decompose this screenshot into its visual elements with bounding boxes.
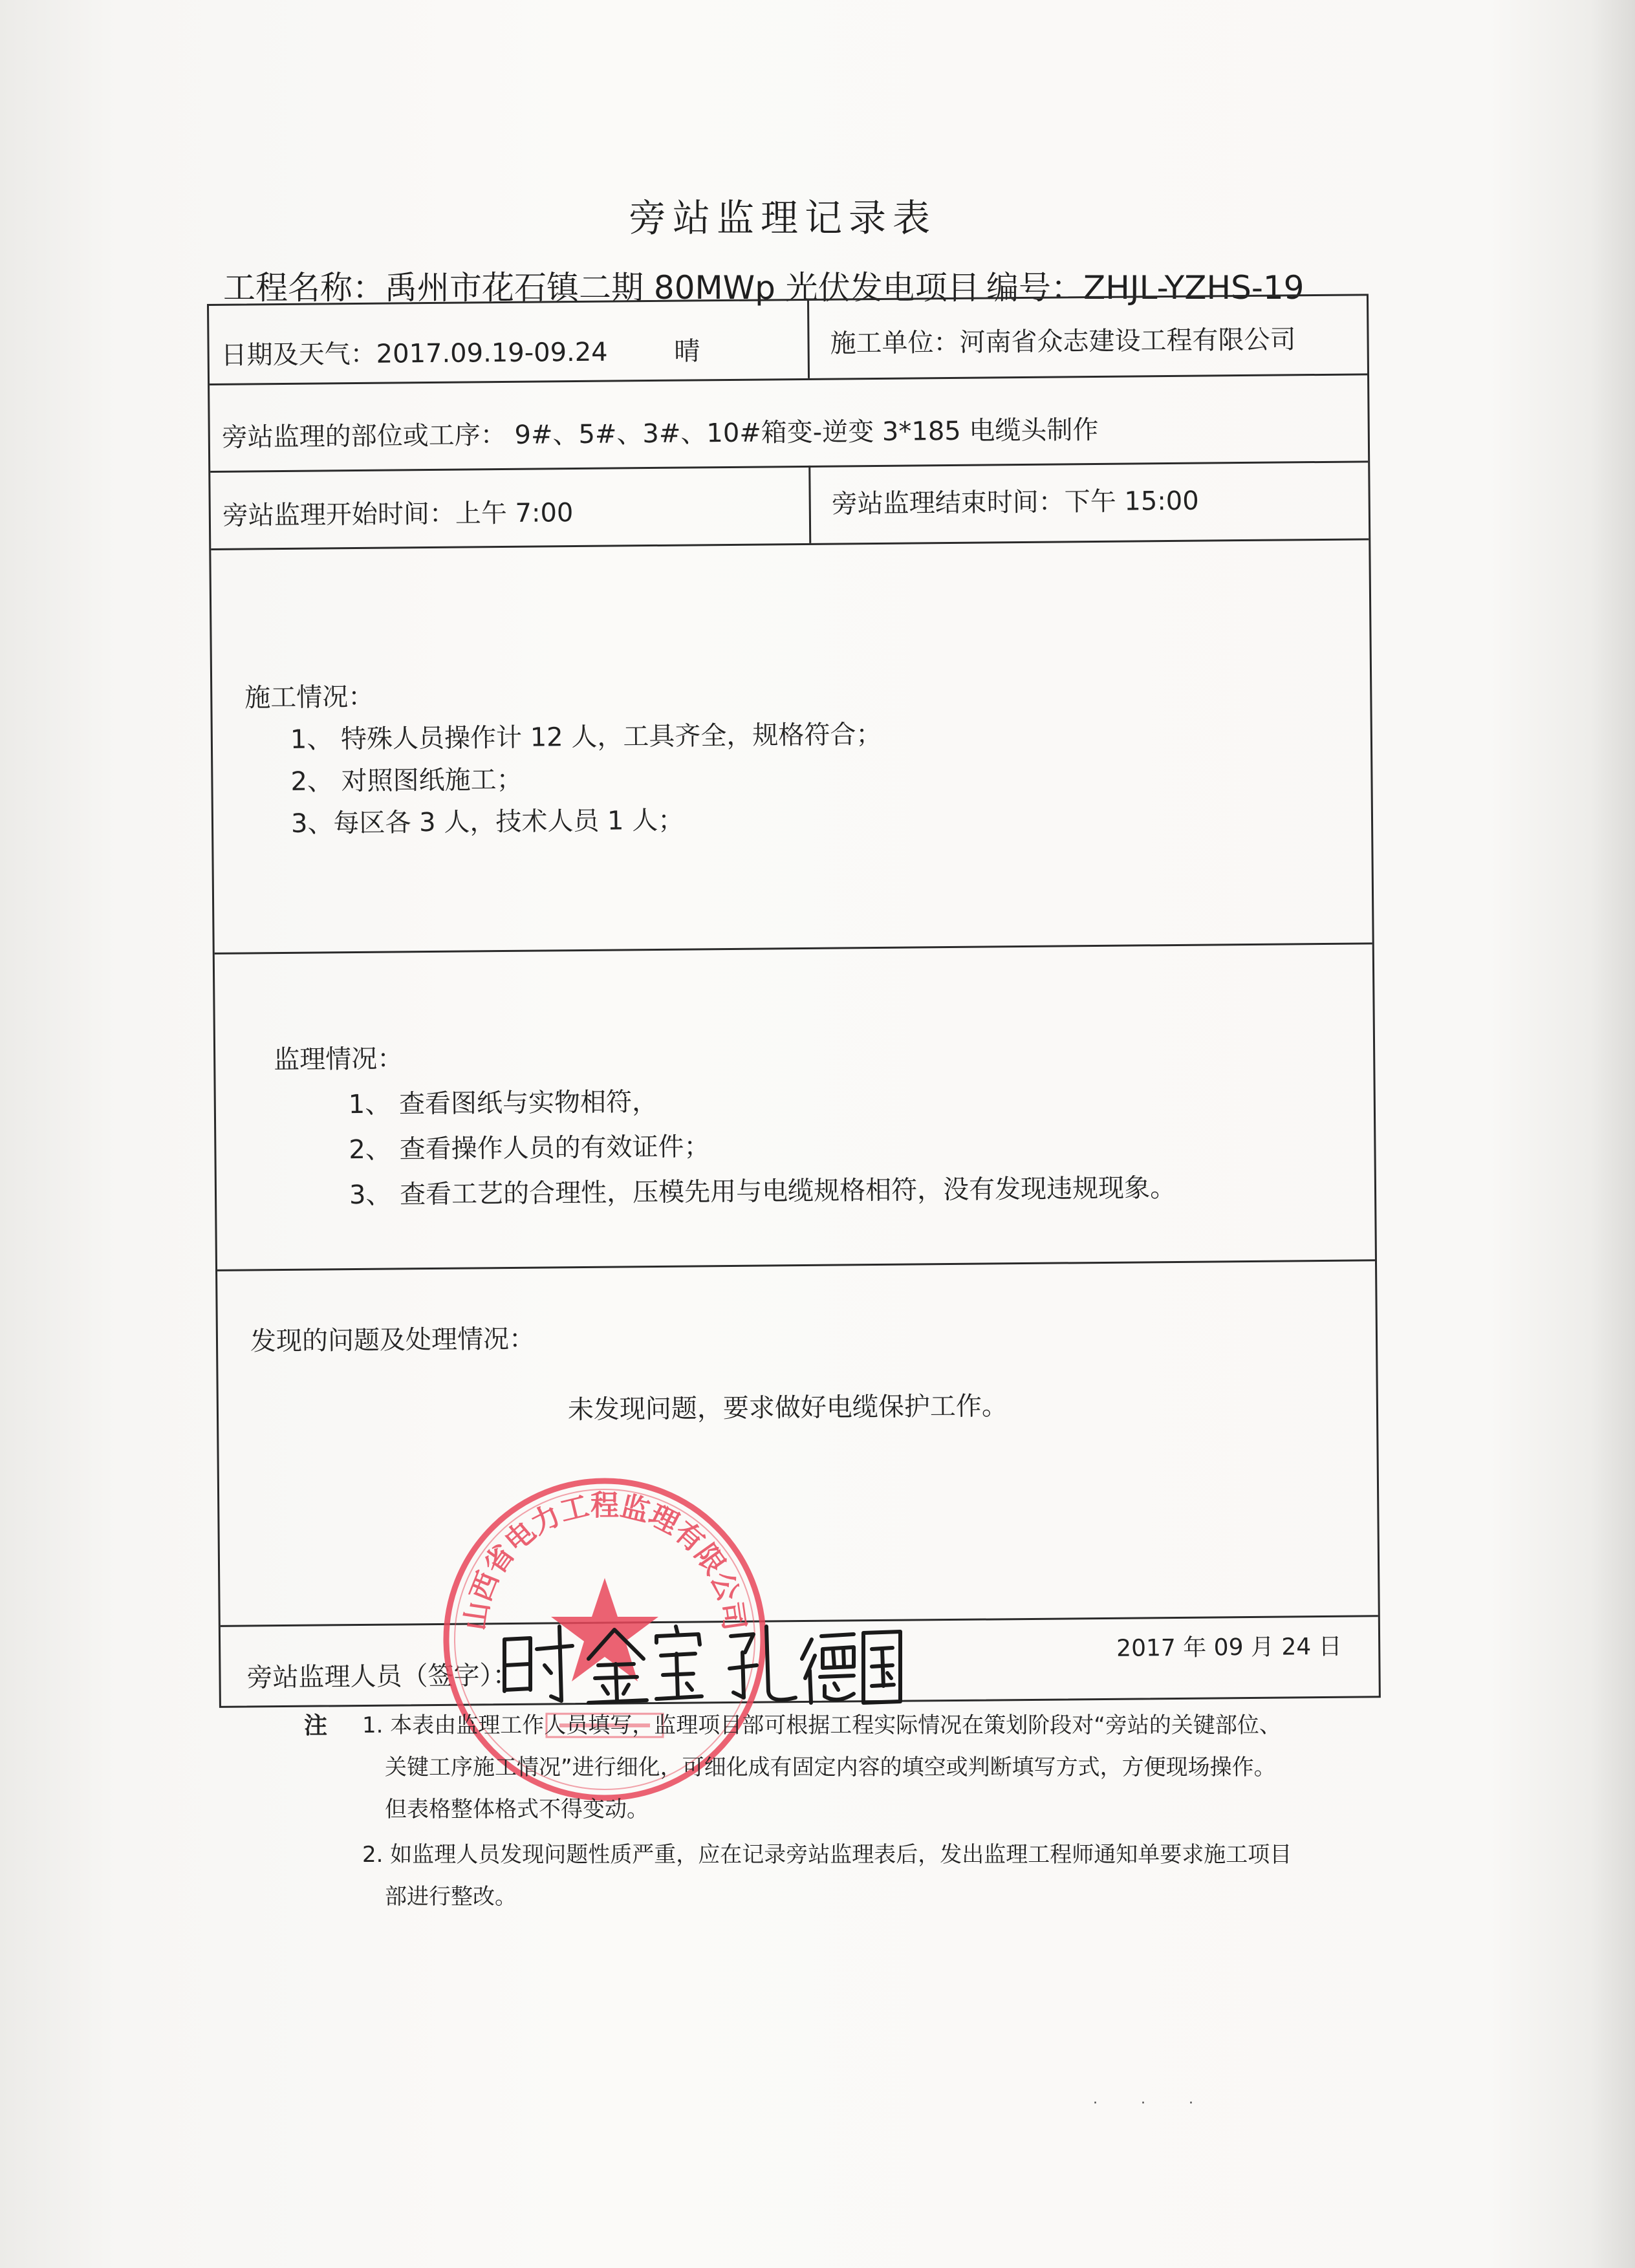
issues-content: 未发现问题，要求做好电缆保护工作。 [567,1391,1008,1425]
supervision-section-title: 监理情况： [274,1044,404,1075]
document-title: 旁站监理记录表 [628,196,937,240]
supervision-item: 2、 查看操作人员的有效证件； [349,1132,710,1165]
issues-section-title: 发现的问题及处理情况： [250,1324,536,1357]
signature-date: 2017 年 09 月 24 日 [1116,1633,1342,1662]
record-form-table [207,294,1381,1708]
weather-value: 晴 [674,336,700,367]
notes-label: 注 [304,1712,328,1739]
date-range: 日期及天气：2017.09.19-09.24 [221,337,608,371]
construction-section-title: 施工情况： [244,682,374,713]
row-divider [210,373,1367,385]
row-divider [217,1259,1375,1271]
date-weather-field [221,330,700,371]
document-code: 编号：ZHJL-YZHS-19 [986,269,1305,307]
location-process-field: 旁站监理的部位或工序： 9#、5#、3#、10#箱变-逆变 3*185 电缆头制作 [221,415,1099,453]
start-time-field: 旁站监理开始时间：上午 7:00 [222,498,574,531]
note-line: 2. 如监理人员发现问题性质严重，应在记录旁站监理表后，发出监理工程师通知单要求施工项目 [362,1842,1292,1868]
row-divider [211,538,1369,550]
paper-specks: · · · [1093,2095,1213,2111]
row-divider [210,460,1368,473]
end-time-field: 旁站监理结束时间：下午 15:00 [831,486,1199,519]
column-divider [808,466,811,543]
construction-item: 3、每区各 3 人，技术人员 1 人； [290,805,684,839]
construction-item: 1、 特殊人员操作计 12 人，工具齐全，规格符合； [290,719,882,755]
construction-item: 2、 对照图纸施工； [290,764,523,797]
paper-edge-shadow [1590,0,1635,2268]
project-name: 工程名称：禹州市花石镇二期 80MWp 光伏发电项目 [223,269,980,307]
note-line: 部进行整改。 [385,1884,517,1910]
note-line: 1. 本表由监理工作人员填写，监理项目部可根据工程实际情况在策划阶段对“旁站的关键部位、 [362,1712,1281,1738]
signature-label: 旁站监理人员（签字）： [246,1660,519,1693]
column-divider [807,301,810,378]
svg-text:山西省电力工程监理有限公司: 山西省电力工程监理有限公司 [459,1489,751,1633]
supervision-item: 3、 查看工艺的合理性，压模先用与电缆规格相符，没有发现违规现象。 [349,1172,1176,1211]
supervision-item: 1、 查看图纸与实物相符， [348,1086,658,1120]
handwritten-signature [492,1614,905,1711]
contractor-field: 施工单位：河南省众志建设工程有限公司 [830,325,1296,359]
note-line: 但表格整体格式不得变动。 [385,1797,649,1822]
row-divider [215,942,1372,955]
note-line: 关键工序施工情况”进行细化，可细化成有固定内容的填空或判断填写方式，方便现场操作。 [385,1755,1276,1780]
